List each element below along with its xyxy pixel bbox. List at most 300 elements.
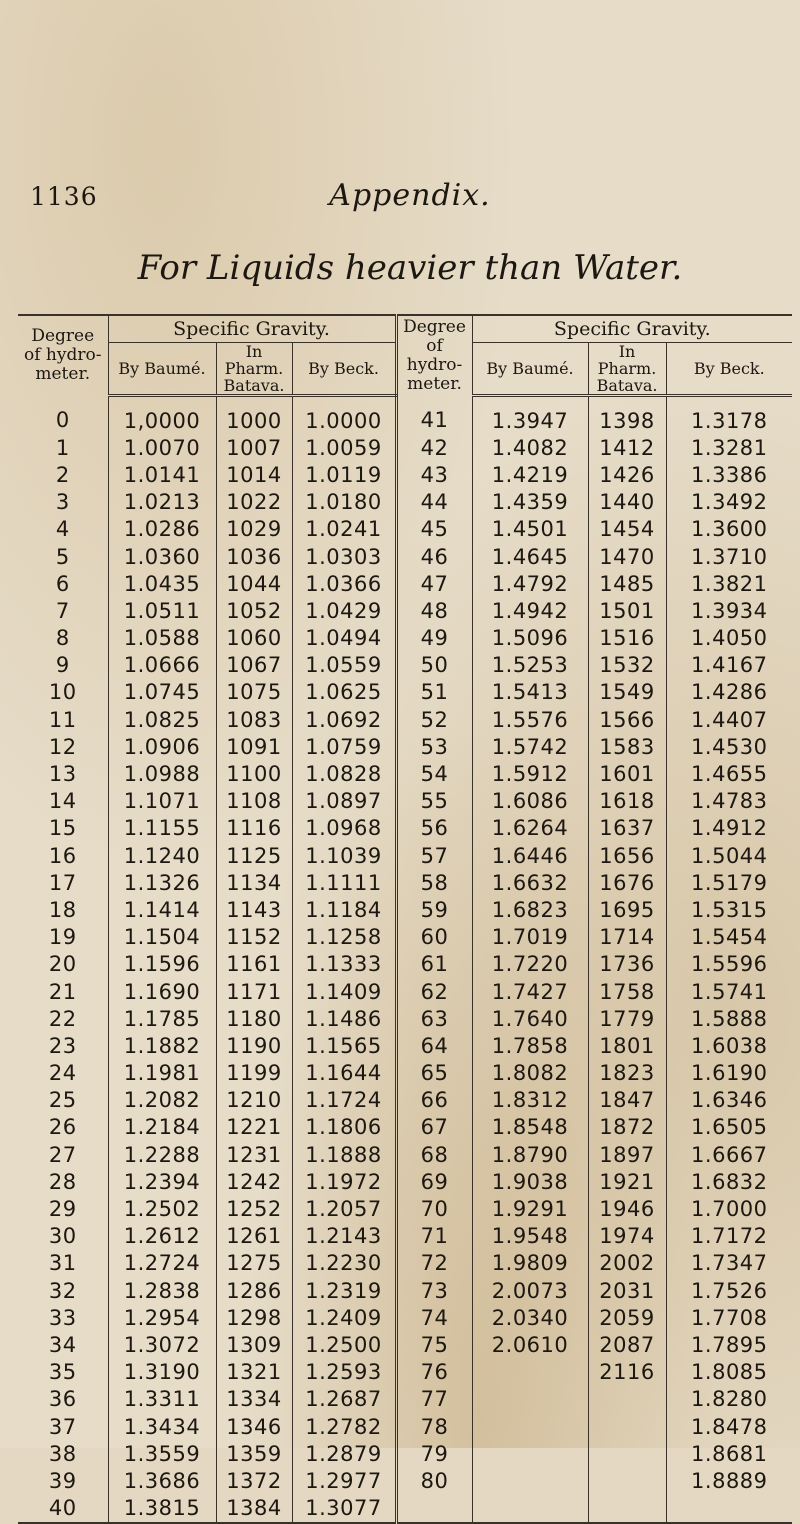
baume-cell: 1.6264: [472, 815, 588, 842]
degree-header-left: [18, 315, 108, 396]
pharm-batava-cell: 1412: [588, 434, 666, 461]
beck-cell: 1.6832: [691, 1169, 768, 1194]
pharm-batava-cell: 1334: [216, 1386, 292, 1413]
baume-cell: 1.8312: [472, 1087, 588, 1114]
beck-cell: 1.4167: [691, 653, 768, 678]
degree-cell: 6: [18, 570, 108, 597]
beck-cell: 1.7708: [691, 1305, 768, 1330]
baume-cell: 1.7858: [472, 1032, 588, 1059]
degree-cell: 59: [396, 896, 472, 923]
specific-gravity-header-left: Specific Gravity.: [108, 315, 396, 343]
pharm-batava-cell: 1171: [216, 978, 292, 1005]
table-row: [18, 489, 792, 516]
baume-cell: [472, 1495, 588, 1523]
pharm-batava-cell: 1036: [216, 543, 292, 570]
beck-cell: 1.8889: [691, 1468, 768, 1493]
degree-cell: 26: [18, 1114, 108, 1141]
pharm-batava-cell: 1426: [588, 461, 666, 488]
pharm-batava-cell: [588, 1495, 666, 1523]
degree-cell: 34: [18, 1331, 108, 1358]
degree-cell: 29: [18, 1195, 108, 1222]
table-row: [18, 788, 792, 815]
degree-cell: 79: [396, 1440, 472, 1467]
pharm-batava-cell: 1134: [216, 869, 292, 896]
degree-cell: 61: [396, 951, 472, 978]
degree-cell: 67: [396, 1114, 472, 1141]
baume-cell: 1.4219: [472, 461, 588, 488]
beck-cell: 1.6038: [691, 1033, 768, 1058]
degree-header-line: of hydro-: [406, 335, 463, 375]
beck-cell: 1.4530: [691, 734, 768, 759]
beck-cell: 1.4407: [691, 707, 768, 732]
baume-cell: 1.3686: [108, 1467, 216, 1494]
table-row: [18, 706, 792, 733]
degree-cell: 19: [18, 924, 108, 951]
pharm-batava-cell: 1044: [216, 570, 292, 597]
beck-cell: 1.0494: [292, 625, 396, 652]
pharm-batava-cell: 1501: [588, 597, 666, 624]
pharm-batava-cell: 1060: [216, 625, 292, 652]
degree-cell: 20: [18, 951, 108, 978]
beck-cell: 1.1486: [292, 1005, 396, 1032]
pharm-batava-cell: [588, 1440, 666, 1467]
degree-header-line: meter.: [407, 373, 462, 394]
beck-cell: 1.4783: [691, 789, 768, 814]
baume-cell: [472, 1386, 588, 1413]
beck-cell: 1.8681: [691, 1441, 768, 1466]
pharm-batava-cell: 2059: [588, 1304, 666, 1331]
baume-cell: 1.1882: [108, 1032, 216, 1059]
pharm-batava-cell: 1566: [588, 706, 666, 733]
baume-cell: 1.0666: [108, 652, 216, 679]
degree-cell: 41: [396, 396, 472, 435]
table-row: [18, 815, 792, 842]
table-row: [18, 1114, 792, 1141]
degree-cell: 44: [396, 489, 472, 516]
degree-cell: 31: [18, 1250, 108, 1277]
baume-cell: 1.3559: [108, 1440, 216, 1467]
pharm-batava-cell: 1321: [216, 1359, 292, 1386]
table-row: [18, 597, 792, 624]
beck-cell: 1.7895: [691, 1332, 768, 1357]
pharm-batava-cell: 1261: [216, 1223, 292, 1250]
baume-cell: 1.6446: [472, 842, 588, 869]
degree-cell: 56: [396, 815, 472, 842]
beck-cell: 1.0059: [292, 434, 396, 461]
table-row: [18, 434, 792, 461]
table-body: [18, 396, 792, 1523]
table-row: [18, 1032, 792, 1059]
pharm-batava-cell: 1067: [216, 652, 292, 679]
pharm-batava-cell: 1516: [588, 625, 666, 652]
baume-cell: 1.5096: [472, 625, 588, 652]
table-row: [18, 1440, 792, 1467]
pharm-batava-cell: 1454: [588, 516, 666, 543]
baume-cell: 1.1155: [108, 815, 216, 842]
pharm-batava-cell: 1601: [588, 760, 666, 787]
beck-cell: 1.7347: [691, 1251, 768, 1276]
baume-cell: 1.1071: [108, 788, 216, 815]
pharm-batava-cell: 1108: [216, 788, 292, 815]
degree-cell: 4: [18, 516, 108, 543]
beck-cell: 1.0625: [292, 679, 396, 706]
table-row: [18, 1467, 792, 1494]
pharm-batava-cell: 1384: [216, 1495, 292, 1523]
baume-cell: 2.0073: [472, 1277, 588, 1304]
degree-cell: 18: [18, 896, 108, 923]
baume-cell: 1.2612: [108, 1223, 216, 1250]
baume-cell: 1.0745: [108, 679, 216, 706]
beck-cell: 1.1258: [292, 924, 396, 951]
beck-header-right: By Beck.: [666, 343, 792, 396]
degree-cell: 78: [396, 1413, 472, 1440]
degree-cell: 14: [18, 788, 108, 815]
beck-cell: 1.3710: [691, 544, 768, 569]
table-row: [18, 1141, 792, 1168]
beck-cell: 1.3077: [292, 1495, 396, 1523]
degree-cell: 33: [18, 1304, 108, 1331]
pharm-batava-cell: 1346: [216, 1413, 292, 1440]
beck-cell: 1.5044: [691, 843, 768, 868]
degree-cell: 3: [18, 489, 108, 516]
baume-cell: 1.4792: [472, 570, 588, 597]
beck-cell: 1.8478: [691, 1414, 768, 1439]
baume-cell: 1.0825: [108, 706, 216, 733]
degree-cell: 15: [18, 815, 108, 842]
pharm-batava-cell: 2002: [588, 1250, 666, 1277]
beck-cell: 1.0119: [292, 461, 396, 488]
beck-cell: 1.4655: [691, 762, 768, 787]
pharm-batava-cell: 1091: [216, 733, 292, 760]
baume-cell: 1.1785: [108, 1005, 216, 1032]
beck-cell: 1.2500: [292, 1331, 396, 1358]
beck-cell: 1.0828: [292, 760, 396, 787]
pharm-header-right: [588, 343, 666, 396]
beck-cell: 1.1806: [292, 1114, 396, 1141]
baume-cell: 1.4501: [472, 516, 588, 543]
beck-cell: 1.2977: [292, 1467, 396, 1494]
beck-header-left: By Beck.: [292, 343, 396, 396]
pharm-batava-cell: 1532: [588, 652, 666, 679]
pharm-header-line: In Pharm.: [224, 342, 284, 378]
degree-cell: 37: [18, 1413, 108, 1440]
beck-cell: 1.0692: [292, 706, 396, 733]
degree-header-line: Degree: [403, 316, 466, 337]
table-row: [18, 869, 792, 896]
baume-cell: 1.1240: [108, 842, 216, 869]
degree-cell: 69: [396, 1168, 472, 1195]
beck-cell: 1.7172: [691, 1224, 768, 1249]
baume-cell: 1.7640: [472, 1005, 588, 1032]
baume-header-right: By Baumé.: [472, 343, 588, 396]
baume-cell: 1.8548: [472, 1114, 588, 1141]
baume-cell: 1.1504: [108, 924, 216, 951]
degree-cell: 76: [396, 1359, 472, 1386]
table-row: [18, 396, 792, 435]
pharm-batava-cell: 1801: [588, 1032, 666, 1059]
pharm-batava-cell: 1007: [216, 434, 292, 461]
degree-cell: 16: [18, 842, 108, 869]
degree-cell: 74: [396, 1304, 472, 1331]
pharm-batava-cell: 2116: [588, 1359, 666, 1386]
degree-cell: 1: [18, 434, 108, 461]
table-row: [18, 1331, 792, 1358]
baume-cell: 1.0588: [108, 625, 216, 652]
pharm-batava-cell: 1275: [216, 1250, 292, 1277]
table-row: [18, 733, 792, 760]
table-row: [18, 1359, 792, 1386]
baume-cell: 1.2954: [108, 1304, 216, 1331]
table-row: [18, 625, 792, 652]
beck-cell: 1.3821: [691, 571, 768, 596]
table-row: [18, 1087, 792, 1114]
baume-cell: [472, 1440, 588, 1467]
baume-cell: 1.4359: [472, 489, 588, 516]
degree-cell: 51: [396, 679, 472, 706]
pharm-header-line: Batava.: [223, 376, 285, 395]
table-row: [18, 570, 792, 597]
baume-cell: 1.1326: [108, 869, 216, 896]
beck-cell: 1.0241: [292, 516, 396, 543]
beck-cell: 1.2230: [292, 1250, 396, 1277]
baume-cell: 1.3072: [108, 1331, 216, 1358]
degree-cell: 7: [18, 597, 108, 624]
beck-cell: 1.1724: [292, 1087, 396, 1114]
beck-cell: 1.0000: [292, 396, 396, 435]
degree-cell: 0: [18, 396, 108, 435]
degree-cell: 42: [396, 434, 472, 461]
beck-cell: 1.2687: [292, 1386, 396, 1413]
beck-cell: 1.5179: [691, 870, 768, 895]
baume-cell: 1.4082: [472, 434, 588, 461]
pharm-batava-cell: 2087: [588, 1331, 666, 1358]
table-row: [18, 896, 792, 923]
baume-cell: 1.6823: [472, 896, 588, 923]
pharm-batava-cell: [588, 1413, 666, 1440]
table-title: For Liquids heavier than Water.: [137, 248, 683, 288]
pharm-batava-cell: 2031: [588, 1277, 666, 1304]
degree-cell: 72: [396, 1250, 472, 1277]
pharm-batava-cell: 1637: [588, 815, 666, 842]
baume-cell: 1.0906: [108, 733, 216, 760]
specific-gravity-header-right: Specific Gravity.: [472, 315, 792, 343]
pharm-batava-cell: 1946: [588, 1195, 666, 1222]
beck-cell: 1.6505: [691, 1115, 768, 1140]
baume-cell: 1,0000: [108, 396, 216, 435]
degree-cell: 68: [396, 1141, 472, 1168]
table-row: [18, 679, 792, 706]
table-row: [18, 924, 792, 951]
pharm-batava-cell: 1083: [216, 706, 292, 733]
degree-cell: 54: [396, 760, 472, 787]
baume-cell: 1.9038: [472, 1168, 588, 1195]
table-row: [18, 1277, 792, 1304]
pharm-batava-cell: 1372: [216, 1467, 292, 1494]
table-row: [18, 1195, 792, 1222]
baume-cell: 1.0286: [108, 516, 216, 543]
pharm-batava-cell: 1921: [588, 1168, 666, 1195]
beck-cell: 1.6190: [691, 1061, 768, 1086]
baume-cell: 1.3947: [472, 396, 588, 435]
baume-cell: 1.0213: [108, 489, 216, 516]
baume-cell: [472, 1359, 588, 1386]
degree-cell: 58: [396, 869, 472, 896]
baume-cell: 1.3815: [108, 1495, 216, 1523]
pharm-batava-cell: 1618: [588, 788, 666, 815]
baume-cell: 1.0511: [108, 597, 216, 624]
degree-cell: 60: [396, 924, 472, 951]
beck-cell: 1.4912: [691, 816, 768, 841]
baume-cell: 1.0360: [108, 543, 216, 570]
degree-cell: 71: [396, 1223, 472, 1250]
degree-cell: 52: [396, 706, 472, 733]
degree-cell: 45: [396, 516, 472, 543]
table-row: [18, 461, 792, 488]
pharm-header-line: Batava.: [596, 376, 658, 395]
baume-cell: 1.7427: [472, 978, 588, 1005]
specific-gravity-table: [18, 314, 792, 1524]
pharm-batava-cell: 1116: [216, 815, 292, 842]
pharm-batava-cell: 1872: [588, 1114, 666, 1141]
degree-cell: 22: [18, 1005, 108, 1032]
baume-cell: [472, 1467, 588, 1494]
pharm-batava-cell: 1974: [588, 1223, 666, 1250]
pharm-batava-cell: 1847: [588, 1087, 666, 1114]
beck-cell: 1.5596: [691, 952, 768, 977]
beck-cell: 1.5315: [691, 897, 768, 922]
beck-cell: 1.2143: [292, 1223, 396, 1250]
baume-cell: 1.8082: [472, 1060, 588, 1087]
pharm-header-line: In Pharm.: [597, 342, 657, 378]
baume-cell: 1.5413: [472, 679, 588, 706]
pharm-batava-cell: 1656: [588, 842, 666, 869]
table-row: [18, 1005, 792, 1032]
degree-cell: 48: [396, 597, 472, 624]
pharm-batava-cell: 1823: [588, 1060, 666, 1087]
beck-cell: 1.1184: [292, 896, 396, 923]
degree-cell: 5: [18, 543, 108, 570]
pharm-batava-cell: 1309: [216, 1331, 292, 1358]
beck-cell: 1.1888: [292, 1141, 396, 1168]
pharm-batava-cell: 1161: [216, 951, 292, 978]
pharm-batava-cell: 1549: [588, 679, 666, 706]
degree-cell: 21: [18, 978, 108, 1005]
baume-cell: 2.0340: [472, 1304, 588, 1331]
baume-cell: 1.8790: [472, 1141, 588, 1168]
table-row: [18, 1304, 792, 1331]
table-row: [18, 842, 792, 869]
baume-cell: 1.5742: [472, 733, 588, 760]
pharm-batava-cell: 1100: [216, 760, 292, 787]
degree-cell: 24: [18, 1060, 108, 1087]
pharm-batava-cell: 1736: [588, 951, 666, 978]
baume-cell: 1.1690: [108, 978, 216, 1005]
baume-cell: 2.0610: [472, 1331, 588, 1358]
degree-cell: 10: [18, 679, 108, 706]
pharm-batava-cell: 1143: [216, 896, 292, 923]
beck-cell: 1.4286: [691, 680, 768, 705]
baume-cell: 1.9291: [472, 1195, 588, 1222]
baume-cell: 1.2082: [108, 1087, 216, 1114]
degree-cell: 46: [396, 543, 472, 570]
degree-header-line: meter.: [35, 364, 91, 385]
table-row: [18, 1223, 792, 1250]
beck-cell: 1.0897: [292, 788, 396, 815]
baume-header-left: By Baumé.: [108, 343, 216, 396]
beck-cell: 1.0180: [292, 489, 396, 516]
degree-cell: 47: [396, 570, 472, 597]
beck-cell: 1.6667: [691, 1142, 768, 1167]
table-row: [18, 1386, 792, 1413]
beck-cell: 1.0429: [292, 597, 396, 624]
pharm-batava-cell: 1242: [216, 1168, 292, 1195]
beck-cell: 1.5454: [691, 925, 768, 950]
degree-cell: 30: [18, 1223, 108, 1250]
beck-cell: 1.4050: [691, 626, 768, 651]
table-row: [18, 1060, 792, 1087]
pharm-batava-cell: 1029: [216, 516, 292, 543]
degree-cell: 12: [18, 733, 108, 760]
beck-cell: 1.1039: [292, 842, 396, 869]
pharm-batava-cell: 1180: [216, 1005, 292, 1032]
beck-cell: 1.1333: [292, 951, 396, 978]
pharm-batava-cell: 1286: [216, 1277, 292, 1304]
degree-header-right: [396, 315, 472, 396]
baume-cell: 1.1414: [108, 896, 216, 923]
table-row: [18, 1250, 792, 1277]
pharm-batava-cell: 1440: [588, 489, 666, 516]
beck-cell: 1.3492: [691, 490, 768, 515]
beck-cell: 1.1565: [292, 1032, 396, 1059]
baume-cell: 1.6632: [472, 869, 588, 896]
beck-cell: 1.1111: [292, 869, 396, 896]
beck-cell: 1.2879: [292, 1440, 396, 1467]
baume-cell: 1.2394: [108, 1168, 216, 1195]
baume-cell: 1.5912: [472, 760, 588, 787]
beck-cell: 1.3178: [691, 408, 768, 433]
pharm-batava-cell: 1125: [216, 842, 292, 869]
table-row: [18, 978, 792, 1005]
pharm-batava-cell: 1052: [216, 597, 292, 624]
degree-cell: 32: [18, 1277, 108, 1304]
table-row: [18, 516, 792, 543]
degree-cell: 80: [396, 1467, 472, 1494]
degree-cell: 75: [396, 1331, 472, 1358]
beck-cell: 1.1972: [292, 1168, 396, 1195]
pharm-batava-cell: 1695: [588, 896, 666, 923]
beck-cell: 1.7526: [691, 1278, 768, 1303]
baume-cell: 1.2184: [108, 1114, 216, 1141]
beck-cell: 1.2593: [292, 1359, 396, 1386]
pharm-batava-cell: 1231: [216, 1141, 292, 1168]
beck-cell: 1.3600: [691, 517, 768, 542]
table-row: [18, 1168, 792, 1195]
baume-cell: 1.7019: [472, 924, 588, 951]
baume-cell: 1.5253: [472, 652, 588, 679]
degree-cell: 62: [396, 978, 472, 1005]
pharm-batava-cell: 1199: [216, 1060, 292, 1087]
pharm-batava-cell: 1779: [588, 1005, 666, 1032]
table-row: [18, 760, 792, 787]
beck-cell: 1.5888: [691, 1006, 768, 1031]
pharm-batava-cell: 1014: [216, 461, 292, 488]
beck-cell: 1.8085: [691, 1360, 768, 1385]
degree-cell: 36: [18, 1386, 108, 1413]
degree-cell: 66: [396, 1087, 472, 1114]
degree-cell: 13: [18, 760, 108, 787]
pharm-batava-cell: 1210: [216, 1087, 292, 1114]
pharm-batava-cell: 1075: [216, 679, 292, 706]
